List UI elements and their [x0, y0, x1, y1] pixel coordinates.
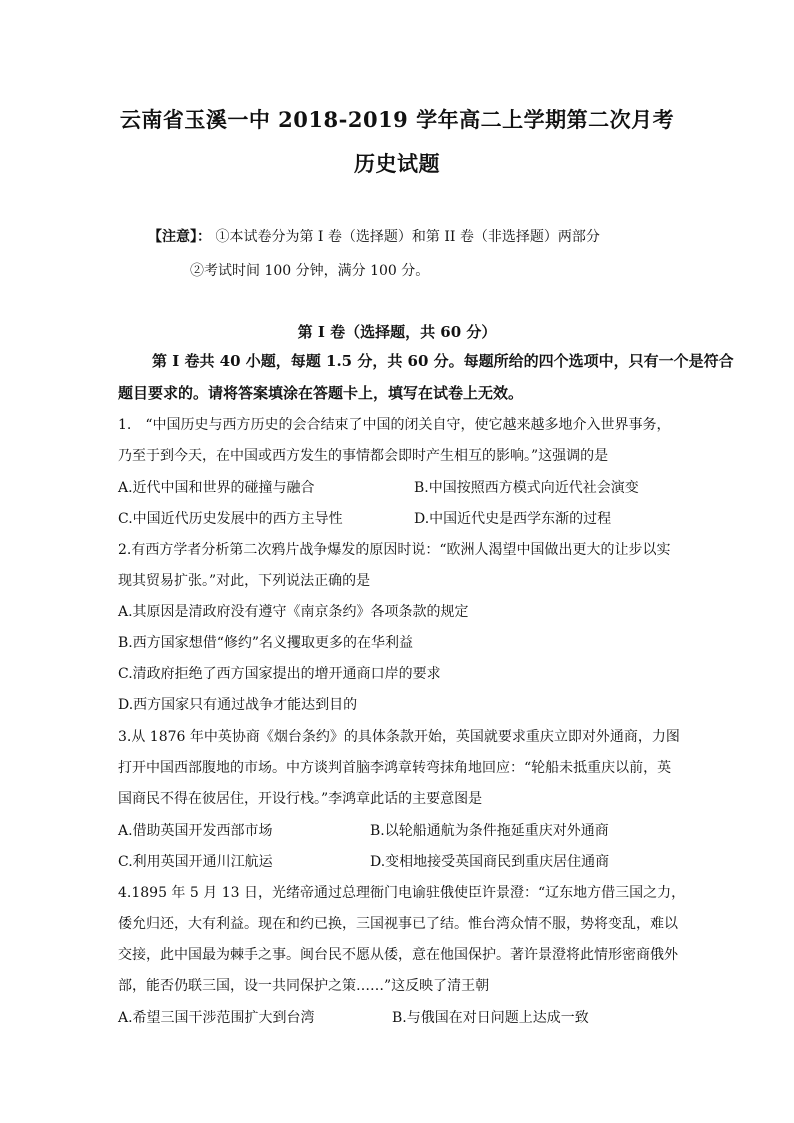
question-3-option-a: A.借助英国开发西部市场: [118, 823, 273, 839]
question-3-option-c: C.利用英国开通川江航运: [118, 854, 273, 870]
notice-tag: 【注意】：: [148, 229, 211, 245]
question-2-option-b: B.西方国家想借“修约”名义攫取更多的在华利益: [118, 635, 414, 651]
question-1-option-c: C.中国近代历史发展中的西方主导性: [118, 511, 343, 527]
question-4-stem-line: 4.1895 年 5 月 13 日，光绪帝通过总理衙门电谕驻俄使臣许景澄：“辽东地方借三国之力，: [118, 885, 686, 901]
notice-item-1: ①本试卷分为第 I 卷（选择题）和第 II 卷（非选择题）两部分: [215, 229, 600, 245]
question-1-option-b: B.中国按照西方模式向近代社会演变: [414, 480, 639, 496]
notice-item-2: ②考试时间 100 分钟，满分 100 分。: [190, 263, 430, 279]
question-3-stem-line: 国商民不得在彼居住，开设行栈。”李鸿章此话的主要意图是: [118, 791, 483, 807]
notice-line-1: [148, 228, 600, 246]
question-2-option-a: A.其原因是清政府没有遵守《南京条约》各项条款的规定: [118, 604, 469, 620]
question-1-stem-line: 1. “中国历史与西方历史的会合结束了中国的闭关自守，使它越来越多地介入世界事务，: [118, 417, 671, 433]
question-1-stem-line: 乃至于到今天，在中国或西方发生的事情都会即时产生相互的影响。”这强调的是: [118, 448, 609, 464]
question-4-option-b: B.与俄国在对日问题上达成一致: [392, 1010, 589, 1026]
question-2-stem-line: 现其贸易扩张。”对此，下列说法正确的是: [118, 573, 371, 589]
section-instruction-line-1: 第 I 卷共 40 小题，每题 1.5 分，共 60 分。每题所给的四个选项中，只有一个是符合: [152, 352, 734, 370]
question-4-option-a: A.希望三国干涉范围扩大到台湾: [118, 1010, 315, 1026]
question-4-stem-line: 交接，此中国最为棘手之事。闽台民不愿从倭，意在他国保护。著许景澄将此情形密商俄外: [118, 947, 678, 963]
question-4-stem-line: 部，能否仍联三国，设一共同保护之策……”这反映了清王朝: [118, 978, 490, 994]
question-3-stem-line: 打开中国西部腹地的市场。中方谈判首脑李鸿章转弯抹角地回应：“轮船未抵重庆以前，英: [118, 760, 672, 776]
question-3-option-b: B.以轮船通航为条件拖延重庆对外通商: [370, 823, 609, 839]
question-2-stem-line: 2.有西方学者分析第二次鸦片战争爆发的原因时说：“欧洲人渴望中国做出更大的让步以实: [118, 542, 671, 558]
question-3-stem-line: 3.从 1876 年中英协商《烟台条约》的具体条款开始，英国就要求重庆立即对外通商，力图: [118, 729, 680, 745]
section-heading: 第 I 卷（选择题，共 60 分）: [297, 323, 497, 341]
exam-subject-title: 历史试题: [354, 151, 440, 176]
question-2-option-c: C.清政府拒绝了西方国家提出的增开通商口岸的要求: [118, 666, 441, 682]
section-instruction-line-2: 题目要求的。请将答案填涂在答题卡上，填写在试卷上无效。: [118, 384, 524, 402]
question-1-option-d: D.中国近代史是西学东渐的过程: [414, 511, 612, 527]
question-3-option-d: D.变相地接受英国商民到重庆居住通商: [370, 854, 610, 870]
exam-title: 云南省玉溪一中 2018-2019 学年高二上学期第二次月考: [119, 107, 675, 132]
question-2-option-d: D.西方国家只有通过战争才能达到目的: [118, 697, 358, 713]
question-1-option-a: A.近代中国和世界的碰撞与融合: [118, 480, 315, 496]
question-4-stem-line: 倭允归还，大有利益。现在和约已换，三国视事已了结。惟台湾众情不服，势将变乱，难以: [118, 916, 678, 932]
